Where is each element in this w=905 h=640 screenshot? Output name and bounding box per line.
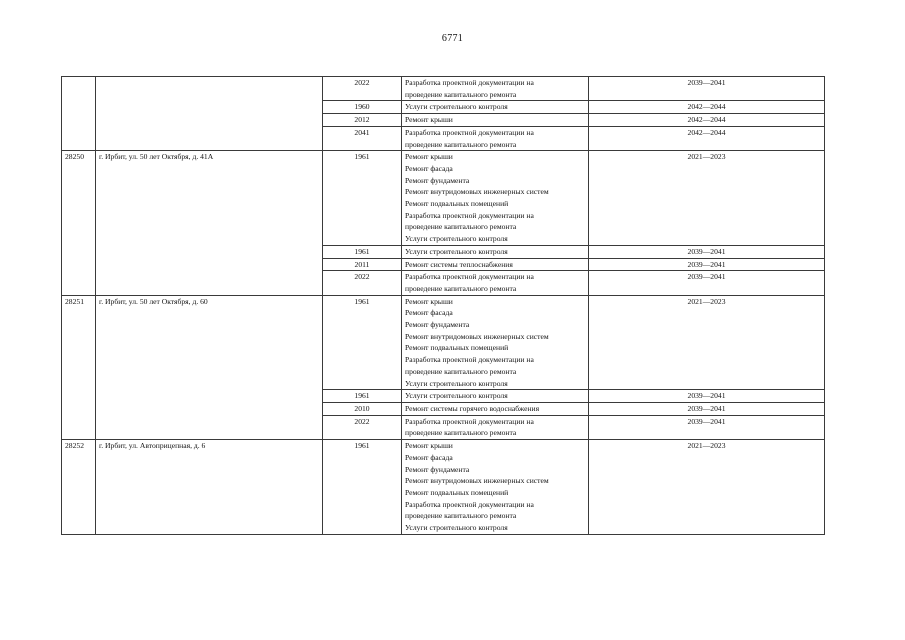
work-type-line: проведение капитального ремонта [405,366,517,376]
work-type-line: Разработка проектной документации на [405,78,534,87]
work-type-line: Ремонт фасада [405,163,453,173]
work-type-line: Ремонт фундамента [405,464,470,474]
work-types-cell [402,402,589,415]
period-cell: 2039—2041 [589,415,825,439]
work-type-line: Ремонт внутридомовых инженерных систем [405,331,549,341]
year-cell: 2011 [323,258,402,271]
period-cell: 2039—2041 [589,390,825,403]
work-type-line: Разработка проектной документации на [405,355,534,365]
year-cell: 1961 [323,245,402,258]
work-type-line: Разработка проектной документации на [405,416,534,426]
table-body [62,77,825,535]
work-type-line: Услуги строительного контроля [405,234,508,244]
year-cell: 2012 [323,114,402,127]
period-cell: 2021—2023 [589,440,825,535]
work-types-cell [402,245,589,258]
work-types-cell [402,101,589,114]
period-cell: 2039—2041 [589,77,825,101]
work-types-cell [402,271,589,295]
work-type-line: Ремонт фундамента [405,175,470,185]
work-type-line: Ремонт внутридомовых инженерных систем [405,187,549,197]
work-type-line: Ремонт подвальных помещений [405,199,509,209]
period-cell: 2039—2041 [589,271,825,295]
work-type-line: Ремонт подвальных помещений [405,343,509,353]
work-types-cell [402,390,589,403]
work-types-cell [402,258,589,271]
work-type-line: Ремонт фасада [405,452,453,462]
period-cell: 2039—2041 [589,245,825,258]
work-type-line: проведение капитального ремонта [405,283,517,293]
address-cell [96,77,323,151]
year-cell: 1961 [323,295,402,390]
work-type-line: проведение капитального ремонта [405,139,517,149]
period-cell: 2042—2044 [589,101,825,114]
work-type-line: Разработка проектной документации на [405,272,534,282]
work-type-line: Услуги строительного контроля [405,102,508,112]
period-cell: 2021—2023 [589,151,825,246]
work-type-line: Разработка проектной документации на [405,127,534,137]
capital-repair-table [61,76,825,535]
year-cell: 2022 [323,77,402,101]
table-row [62,295,825,390]
year-cell: 2010 [323,402,402,415]
house-number-cell [62,77,96,151]
year-cell: 1961 [323,151,402,246]
work-type-line: проведение капитального ремонта [405,428,517,438]
period-cell: 2042—2044 [589,126,825,150]
work-type-line: проведение капитального ремонта [405,222,517,232]
work-type-line: Ремонт системы теплоснабжения [405,259,513,269]
work-type-line: Ремонт крыши [405,296,453,306]
address-cell: г. Ирбит, ул. 50 лет Октября, д. 41А [96,151,323,295]
house-number-cell: 28250 [62,151,96,295]
period-cell: 2042—2044 [589,114,825,127]
work-type-line: Услуги строительного контроля [405,378,508,388]
work-type-line: проведение капитального ремонта [405,511,517,521]
work-type-line: Услуги строительного контроля [405,523,508,533]
work-types-cell [402,440,589,535]
work-types-cell [402,151,589,246]
address-cell: г. Ирбит, ул. Автоприцепная, д. 6 [96,440,323,535]
period-cell: 2039—2041 [589,402,825,415]
year-cell: 1960 [323,101,402,114]
work-types-cell [402,114,589,127]
work-type-line: Ремонт крыши [405,152,453,162]
house-number-cell: 28251 [62,295,96,439]
year-cell: 2022 [323,415,402,439]
work-type-line: Услуги строительного контроля [405,246,508,256]
period-cell: 2021—2023 [589,295,825,390]
work-type-line: Ремонт подвальных помещений [405,487,509,497]
work-type-line: Ремонт фасада [405,308,453,318]
work-type-line: Ремонт крыши [405,115,453,125]
work-types-cell [402,77,589,101]
year-cell: 2041 [323,126,402,150]
work-type-line: Ремонт системы горячего водоснабжения [405,403,540,413]
work-types-cell [402,126,589,150]
table-row [62,440,825,535]
work-type-line: Ремонт внутридомовых инженерных систем [405,476,549,486]
work-type-line: Услуги строительного контроля [405,391,508,401]
year-cell: 2022 [323,271,402,295]
house-number-cell: 28252 [62,440,96,535]
work-type-line: Разработка проектной документации на [405,210,534,220]
table-row [62,77,825,101]
year-cell: 1961 [323,440,402,535]
work-type-line: Ремонт крыши [405,441,453,451]
work-type-line: Ремонт фундамента [405,320,470,330]
period-cell: 2039—2041 [589,258,825,271]
work-type-line: проведение капитального ремонта [405,89,517,99]
table-row [62,151,825,246]
work-types-cell [402,415,589,439]
year-cell: 1961 [323,390,402,403]
work-types-cell [402,295,589,390]
address-cell: г. Ирбит, ул. 50 лет Октября, д. 60 [96,295,323,439]
page-number: 6771 [441,33,464,44]
work-type-line: Разработка проектной документации на [405,499,534,509]
